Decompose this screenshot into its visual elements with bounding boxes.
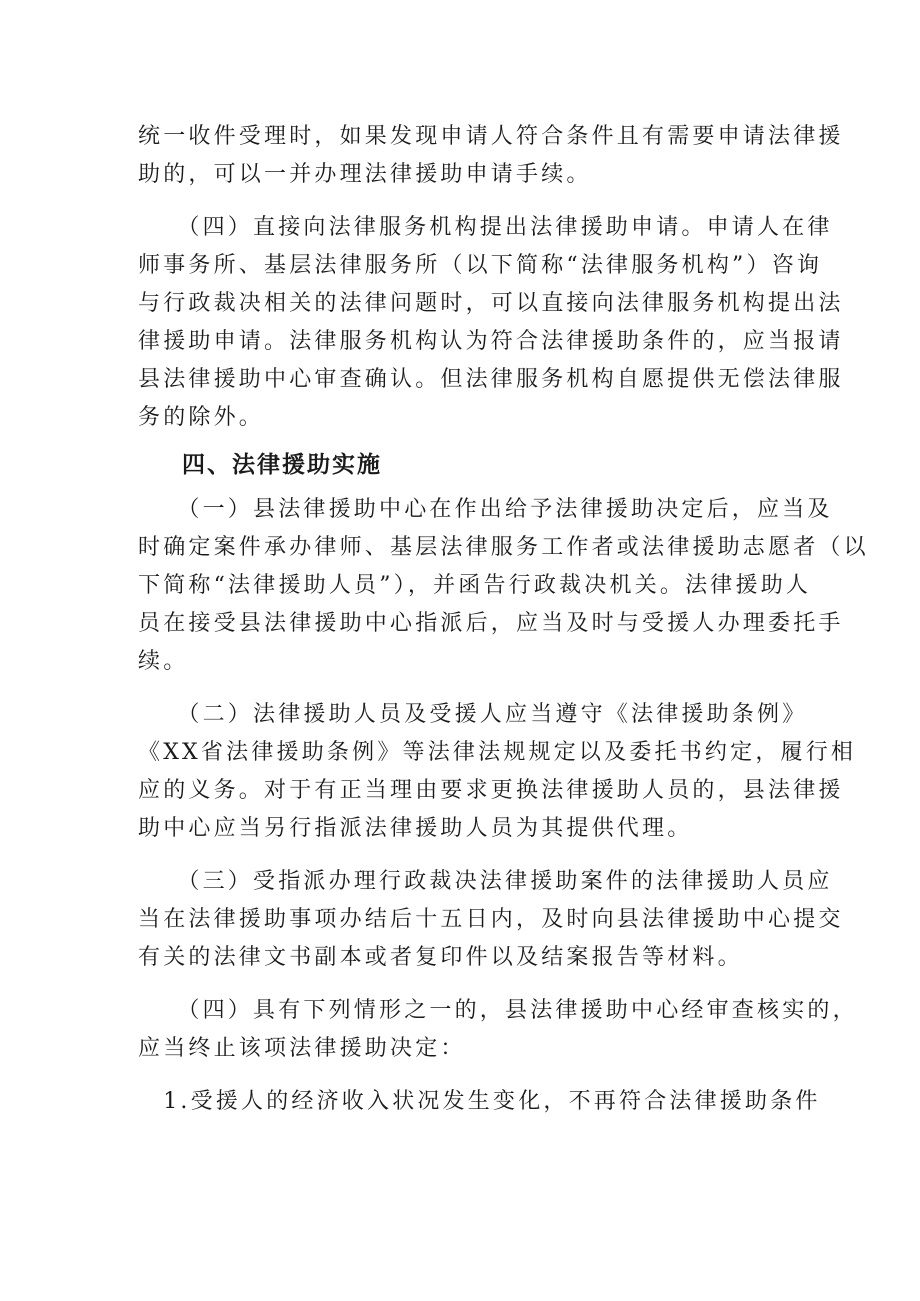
text-line: （四）具有下列情形之一的，县法律援助中心经审查核实的， [138, 998, 858, 1023]
text-line: 师事务所、基层法律服务所（以下简称“法律服务机构”）咨询 [138, 253, 823, 278]
text-line: 务的除外。 [138, 405, 265, 430]
text-line: 续。 [138, 649, 189, 674]
section-heading: 四、法律援助实施 [182, 452, 382, 478]
text-line: 助的，可以一并办理法律援助申请手续。 [138, 162, 592, 187]
text-line: 《XX省法律援助条例》等法律法规规定以及委托书约定，履行相 [138, 740, 857, 765]
text-line: 员在接受县法律援助中心指派后，应当及时与受援人办理委托手 [138, 611, 844, 636]
text-line: 应的义务。对于有正当理由要求更换法律援助人员的，县法律援 [138, 778, 844, 803]
text-line: 统一收件受理时，如果发现申请人符合条件且有需要申请法律援 [138, 124, 844, 149]
text-line: （二）法律援助人员及受援人应当遵守《法律援助条例》 [138, 702, 808, 727]
text-line: 助中心应当另行指派法律援助人员为其提供代理。 [138, 816, 693, 841]
text-line: 时确定案件承办律师、基层法律服务工作者或法律援助志愿者（以 [138, 535, 869, 560]
text-line: 律援助申请。法律服务机构认为符合法律援助条件的，应当报请 [138, 329, 844, 354]
paragraph-section-4-item-2 [138, 696, 857, 848]
text-line: （三）受指派办理行政裁决法律援助案件的法律援助人员应 [138, 869, 833, 894]
paragraph-section-4-item-1 [138, 491, 869, 681]
paragraph-intake [138, 118, 844, 194]
paragraph-section-4-item-3 [138, 863, 844, 977]
text-line: 下简称“法律援助人员”），并函告行政裁决机关。法律援助人 [138, 573, 812, 598]
text-line: 与行政裁决相关的法律问题时，可以直接向法律服务机构提出法 [138, 291, 844, 316]
text-line: （一）县法律援助中心在作出给予法律援助决定后，应当及 [138, 497, 833, 522]
text-line: 应当终止该项法律援助决定： [138, 1036, 466, 1061]
text-line: 1.受援人的经济收入状况发生变化，不再符合法律援助条件 [138, 1089, 821, 1114]
list-item-1 [138, 1083, 821, 1121]
text-line: 县法律援助中心审查确认。但法律服务机构自愿提供无偿法律服 [138, 367, 844, 392]
text-line: 有关的法律文书副本或者复印件以及结案报告等材料。 [138, 945, 743, 970]
paragraph-section-4-item-4 [138, 992, 858, 1068]
text-line: 当在法律援助事项办结后十五日内，及时向县法律援助中心提交 [138, 907, 844, 932]
paragraph-item-4 [138, 209, 844, 437]
document-page [138, 118, 869, 1121]
text-line: （四）直接向法律服务机构提出法律援助申请。申请人在律 [138, 215, 833, 240]
